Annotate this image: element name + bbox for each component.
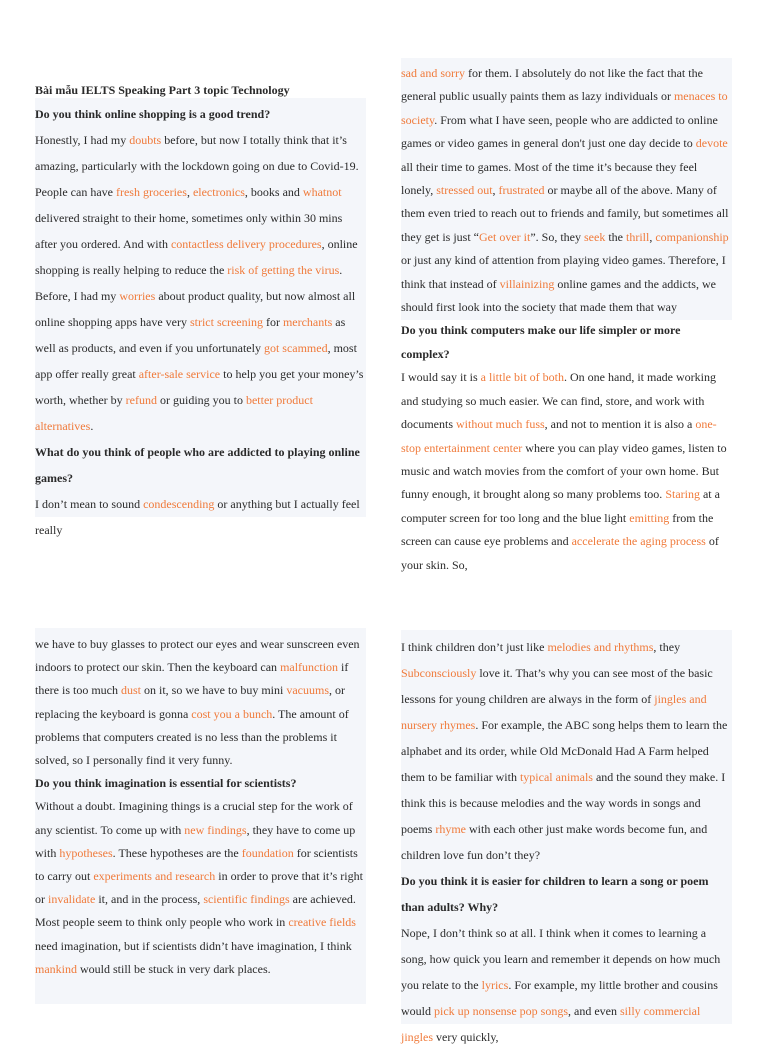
text-segment: about product quality, but now almost all online shopping apps have very (35, 289, 356, 329)
highlighted-vocabulary: a little bit of both (480, 370, 564, 385)
text-segment: Without a doubt. Imagining things is a crucial step for the work of any scientist. To come up with (35, 799, 353, 837)
highlighted-vocabulary: new findings (184, 822, 247, 837)
text-segment: would still be stuck in very dark places. (77, 961, 271, 976)
highlighted-vocabulary: companionship (655, 229, 729, 244)
highlighted-vocabulary: dust (120, 683, 141, 698)
highlighted-vocabulary: vacuums (286, 683, 329, 698)
text-segment: . The amount of problems that computers created is no less than the problems it solved, so I personally find it very funny. (35, 706, 349, 768)
text-segment: , (186, 185, 193, 199)
text-panel-bottom-right (401, 634, 732, 1050)
question-heading (35, 439, 366, 491)
text-segment: , books and (244, 185, 303, 199)
text-segment: , online shopping is really helping to reduce the (35, 237, 358, 277)
highlighted-vocabulary: without much fuss (456, 417, 545, 432)
text-segment: before, but now I totally think that it’s amazing, particularly with the lockdown going on due to Covid-19. People can have (35, 133, 359, 199)
answer-paragraph (401, 634, 732, 868)
text-segment: , (649, 229, 656, 244)
text-segment: and the sound they make. I think this is because melodies and the way words in songs and poems (401, 770, 726, 836)
text-segment: for (262, 315, 283, 329)
text-segment: . For example, the ABC song helps them to learn the alphabet and its order, while Old McDonald Had A Farm helped them to be familiar with (401, 718, 728, 784)
text-segment: Do you think imagination is essential for scientists? (35, 776, 297, 791)
highlighted-vocabulary: foundation (241, 845, 294, 860)
answer-paragraph (35, 633, 366, 772)
text-segment: the (605, 229, 626, 244)
highlighted-vocabulary: mankind (35, 961, 77, 976)
highlighted-vocabulary: pick up nonsense pop songs (434, 1004, 568, 1018)
text-segment: . On one hand, it made working and studying so much easier. We can find, store, and work with documents (401, 370, 716, 432)
highlighted-vocabulary: invalidate (48, 892, 96, 907)
answer-paragraph (401, 920, 732, 1050)
answer-paragraph (401, 366, 732, 577)
text-segment: or anything but I actually feel really (35, 497, 360, 537)
text-segment: delivered straight to their home, sometimes only within 30 mins after you ordered. And with (35, 211, 343, 251)
text-segment: , or replacing the keyboard is gonna (35, 683, 345, 721)
text-segment: love it. That’s why you can see most of the basic lessons for young children are always in the form of (401, 666, 713, 706)
text-segment: . These hypotheses are the (112, 845, 242, 860)
highlighted-vocabulary: condescending (143, 497, 215, 511)
text-segment: I would say it is (401, 370, 481, 385)
highlighted-vocabulary: risk of getting the virus (227, 263, 340, 277)
highlighted-vocabulary: sad and sorry (401, 66, 465, 80)
highlighted-vocabulary: devote (695, 136, 728, 151)
highlighted-vocabulary: emitting (629, 510, 670, 525)
text-segment: it, and in the process, (95, 892, 204, 907)
text-segment: on it, so we have to buy mini (141, 683, 287, 698)
text-segment: for them. I absolutely do not like the fact that the general public usually paints them as lazy individuals or (401, 66, 703, 104)
text-segment: I don’t mean to sound (35, 497, 144, 511)
text-segment: online games and the addicts, we should first look into the society that made them that way (401, 276, 716, 315)
text-segment: Do you think it is easier for children to learn a song or poem than adults? Why? (401, 874, 709, 914)
highlighted-vocabulary: frustrated (498, 183, 545, 198)
text-segment: Honestly, I had my (35, 133, 130, 147)
highlighted-vocabulary: experiments and research (93, 869, 216, 884)
highlighted-vocabulary: electronics (192, 185, 245, 199)
text-segment: . Before, I had my (35, 263, 343, 303)
highlighted-vocabulary: cost you a bunch (191, 706, 273, 721)
highlighted-vocabulary: contactless delivery procedures (170, 237, 322, 251)
text-segment: . (90, 419, 94, 433)
text-segment: Nope, I don’t think so at all. I think when it comes to learning a song, how quick you learn and remember it depends on how much you relate to the (401, 926, 721, 992)
text-panel-bottom-left (35, 633, 366, 981)
text-segment: in order to prove that it’s right or (35, 869, 363, 907)
text-segment: for scientists to carry out (35, 845, 358, 884)
highlighted-vocabulary: thrill (626, 229, 650, 244)
question-heading (35, 772, 366, 795)
text-segment: if there is too much (35, 660, 349, 698)
answer-paragraph (35, 795, 366, 981)
text-segment: Bài mẫu IELTS Speaking Part 3 topic Technology (35, 83, 290, 97)
highlighted-vocabulary: Staring (665, 487, 700, 502)
highlighted-vocabulary: typical animals (519, 770, 593, 784)
highlighted-vocabulary: jingles and nursery rhymes (401, 692, 707, 732)
highlighted-vocabulary: refund (125, 393, 157, 407)
highlighted-vocabulary: after-sale service (138, 367, 221, 381)
highlighted-vocabulary: malfunction (280, 660, 339, 675)
answer-paragraph (401, 62, 732, 319)
text-segment: , most app offer really great (35, 341, 357, 381)
highlighted-vocabulary: strict screening (189, 315, 263, 329)
answer-paragraph (35, 491, 366, 543)
highlighted-vocabulary: seek (584, 229, 606, 244)
highlighted-vocabulary: merchants (282, 315, 333, 329)
highlighted-vocabulary: creative fields (288, 915, 356, 930)
text-segment: need imagination, but if scientists didn’t have imagination, I think (35, 938, 352, 953)
highlighted-vocabulary: got scammed (263, 341, 328, 355)
question-heading (401, 319, 732, 366)
highlighted-vocabulary: stressed out (436, 183, 493, 198)
highlighted-vocabulary: scientific findings (203, 892, 290, 907)
highlighted-vocabulary: rhyme (435, 822, 466, 836)
text-segment: at a computer screen for too long and the blue light (401, 487, 720, 525)
highlighted-vocabulary: whatnot (302, 185, 342, 199)
text-segment: as well as products, and even if you unfortunately (35, 315, 346, 355)
text-segment: ”. So, they (530, 229, 584, 244)
text-segment: with each other just make words become fun, and children love fun don’t they? (401, 822, 708, 862)
text-segment: , they (653, 640, 681, 654)
text-segment: where you can play video games, listen to music and watch movies from the comfort of your own home. But funny enough, it brought along so many problems too. (401, 440, 727, 502)
highlighted-vocabulary: better product alternatives (35, 393, 313, 433)
highlighted-vocabulary: worries (119, 289, 156, 303)
text-segment: , and even (568, 1004, 620, 1018)
text-segment: Do you think online shopping is a good trend? (35, 107, 271, 121)
highlighted-vocabulary: hypotheses (59, 845, 113, 860)
text-segment: Do you think computers make our life simpler or more complex? (401, 323, 681, 361)
text-segment: to help you get your money’s worth, whether by (35, 367, 364, 407)
highlighted-vocabulary: one-stop entertainment center (401, 417, 717, 455)
document-title (35, 79, 366, 101)
highlighted-vocabulary: Get over it (479, 229, 531, 244)
highlighted-vocabulary: accelerate the aging process (571, 534, 706, 549)
question-heading (35, 101, 366, 127)
text-segment: or maybe all of the above. Many of them even tried to reach out to friends and family, but sometimes all they get is just “ (401, 183, 729, 244)
text-segment: all their time to games. Most of the time it’s because they feel lonely, (401, 159, 698, 198)
highlighted-vocabulary: menaces to society (401, 89, 728, 127)
text-segment: , they have to come up with (35, 822, 356, 860)
text-panel-top-left (35, 79, 366, 543)
answer-paragraph (35, 127, 366, 439)
text-segment: or just any kind of attention from playing video games. Therefore, I think that instead of (401, 253, 726, 291)
highlighted-vocabulary: doubts (129, 133, 162, 147)
highlighted-vocabulary: lyrics (481, 978, 509, 992)
highlighted-vocabulary: villainizing (499, 276, 555, 291)
highlighted-vocabulary: silly commercial jingles (401, 1004, 701, 1044)
highlighted-vocabulary: fresh groceries (115, 185, 187, 199)
text-segment: What do you think of people who are addicted to playing online games? (35, 445, 360, 485)
highlighted-vocabulary: Subconsciously (401, 666, 477, 680)
text-segment: , and not to mention it is also a (544, 417, 696, 432)
text-panel-top-right (401, 62, 732, 577)
text-segment: very quickly, (433, 1030, 499, 1044)
text-segment: . For example, my little brother and cousins would (401, 978, 718, 1018)
text-segment: we have to buy glasses to protect our eyes and wear sunscreen even indoors to protect our skin. Then the keyboard can (35, 637, 360, 675)
text-segment: are achieved. Most people seem to think only people who work in (35, 892, 356, 930)
text-segment: from the screen can cause eye problems and (401, 510, 714, 549)
text-segment: . From what I have seen, people who are addicted to online games or video games in general don't just one day decide to (401, 112, 718, 151)
text-segment: or guiding you to (156, 393, 246, 407)
text-segment: , (492, 183, 499, 198)
question-heading (401, 868, 732, 920)
text-segment: I think children don’t just like (401, 640, 548, 654)
highlighted-vocabulary: melodies and rhythms (547, 640, 654, 654)
text-segment: of your skin. So, (401, 534, 719, 572)
